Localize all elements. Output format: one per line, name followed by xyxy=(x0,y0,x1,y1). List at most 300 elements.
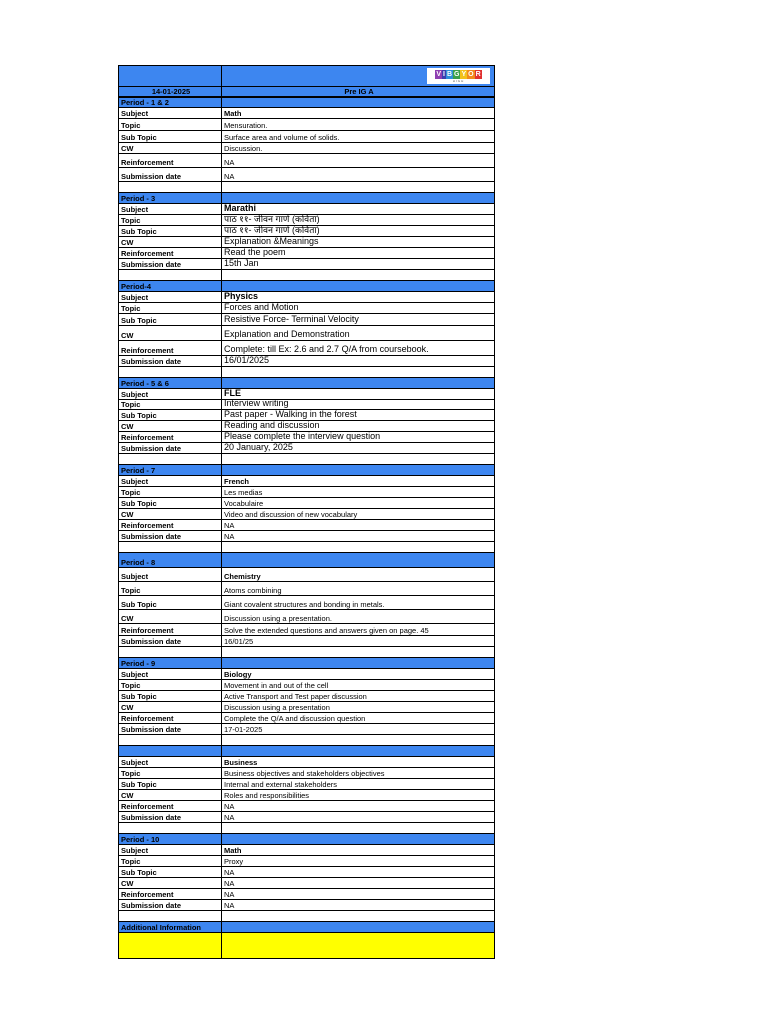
sub-topic-label: Sub Topic xyxy=(121,779,157,789)
value-cell xyxy=(222,779,494,789)
subject-value: FLE xyxy=(224,389,241,399)
submission-date-label: Submission date xyxy=(121,636,182,646)
topic-label: Topic xyxy=(121,680,141,690)
row-submission-date xyxy=(118,900,495,911)
row-subject xyxy=(118,292,495,303)
subject-value: French xyxy=(224,476,250,486)
sub-topic-label: Sub Topic xyxy=(121,691,157,701)
value-cell xyxy=(222,378,494,388)
label-cell xyxy=(119,878,222,888)
label-cell xyxy=(119,596,222,609)
topic-label: Topic xyxy=(121,856,141,866)
subject-value: Business xyxy=(224,757,258,767)
value-cell xyxy=(222,746,494,756)
label-cell xyxy=(119,248,222,258)
logo-letter: Y xyxy=(461,70,467,78)
row-reinforcement xyxy=(118,432,495,443)
row-sub-topic xyxy=(118,596,495,610)
label-cell xyxy=(119,341,222,355)
sub-topic-value: Surface area and volume of solids. xyxy=(224,132,340,142)
row-submission-date xyxy=(118,259,495,270)
row-topic xyxy=(118,215,495,226)
sub-topic-value: Vocabulaire xyxy=(224,498,264,508)
label-cell xyxy=(119,182,222,192)
value-cell xyxy=(222,680,494,690)
label-cell xyxy=(119,443,222,453)
row-subject xyxy=(118,476,495,487)
header-class: Pre IG A xyxy=(344,87,374,96)
row-reinforcement xyxy=(118,520,495,531)
reinforcement-label: Reinforcement xyxy=(121,248,174,258)
spacer-row xyxy=(118,542,495,553)
label-cell xyxy=(119,702,222,712)
value-cell xyxy=(222,834,494,844)
row-sub-topic xyxy=(118,867,495,878)
subject-value: Math xyxy=(224,845,242,855)
spacer-row xyxy=(118,823,495,834)
label-cell xyxy=(119,790,222,800)
cw-value: Discussion using a presentation xyxy=(224,702,330,712)
sub-topic-label: Sub Topic xyxy=(121,599,157,609)
label-cell xyxy=(119,610,222,623)
label-cell xyxy=(119,237,222,247)
period-label: Period - 1 & 2 xyxy=(121,98,169,107)
period-header-row xyxy=(118,97,495,108)
label-cell xyxy=(119,647,222,657)
label-cell xyxy=(119,724,222,734)
spacer-row xyxy=(118,454,495,465)
row-subject xyxy=(118,845,495,856)
value-cell xyxy=(222,520,494,530)
label-cell xyxy=(119,768,222,778)
value-cell xyxy=(222,889,494,899)
logo-letter: I xyxy=(443,70,445,78)
value-cell xyxy=(222,193,494,203)
label-cell xyxy=(119,779,222,789)
row-submission-date xyxy=(118,724,495,735)
value-cell xyxy=(222,119,494,130)
value-cell xyxy=(222,812,494,822)
reinforcement-label: Reinforcement xyxy=(121,345,174,355)
row-reinforcement xyxy=(118,889,495,900)
topic-label: Topic xyxy=(121,303,141,313)
date-cell xyxy=(119,87,222,96)
value-cell xyxy=(222,410,494,420)
subject-value: Math xyxy=(224,108,242,118)
subject-label: Subject xyxy=(121,845,149,855)
value-cell xyxy=(222,326,494,340)
value-cell xyxy=(222,636,494,646)
topic-label: Topic xyxy=(121,768,141,778)
submission-date-label: Submission date xyxy=(121,171,182,181)
period-header-row xyxy=(118,281,495,292)
reinforcement-value: Read the poem xyxy=(224,248,286,258)
period-header-row xyxy=(118,834,495,845)
label-cell xyxy=(119,421,222,431)
value-cell xyxy=(222,226,494,236)
row-cw xyxy=(118,237,495,248)
label-cell xyxy=(119,834,222,844)
value-cell xyxy=(222,568,494,581)
label-cell xyxy=(119,713,222,723)
sub-topic-label: Sub Topic xyxy=(121,226,157,236)
reinforcement-label: Reinforcement xyxy=(121,157,174,167)
value-cell xyxy=(222,823,494,833)
value-cell xyxy=(222,531,494,541)
subject-value: Biology xyxy=(224,669,252,679)
row-sub-topic xyxy=(118,226,495,237)
label-cell xyxy=(119,691,222,701)
value-cell xyxy=(222,237,494,247)
row-topic xyxy=(118,487,495,498)
label-cell xyxy=(119,356,222,366)
reinforcement-value: Solve the extended questions and answers given on page. 45 xyxy=(224,625,429,635)
value-cell xyxy=(222,443,494,453)
topic-value: Les medias xyxy=(224,487,263,497)
label-cell xyxy=(119,119,222,130)
logo-letters xyxy=(435,70,481,79)
value-cell xyxy=(222,542,494,552)
value-cell xyxy=(222,367,494,377)
label-cell xyxy=(119,735,222,745)
value-cell xyxy=(222,259,494,269)
label-cell xyxy=(119,498,222,508)
logo-row-right-cell xyxy=(222,66,494,86)
sub-topic-label: Sub Topic xyxy=(121,867,157,877)
label-cell xyxy=(119,270,222,280)
label-cell xyxy=(119,367,222,377)
label-cell xyxy=(119,911,222,921)
label-cell xyxy=(119,131,222,142)
timetable-sheet xyxy=(118,65,495,959)
label-cell xyxy=(119,746,222,756)
label-cell xyxy=(119,669,222,679)
subject-label: Subject xyxy=(121,204,149,214)
subject-label: Subject xyxy=(121,108,149,118)
period-header-row xyxy=(118,746,495,757)
value-cell xyxy=(222,400,494,409)
row-reinforcement xyxy=(118,801,495,812)
period-header-row xyxy=(118,553,495,568)
label-cell xyxy=(119,487,222,497)
row-cw xyxy=(118,143,495,154)
cw-label: CW xyxy=(121,702,134,712)
cw-label: CW xyxy=(121,509,134,519)
label-cell xyxy=(119,856,222,866)
period-header-row xyxy=(118,658,495,669)
period-header-row xyxy=(118,193,495,204)
label-cell xyxy=(119,568,222,581)
label-cell xyxy=(119,476,222,486)
value-cell xyxy=(222,768,494,778)
row-topic xyxy=(118,856,495,867)
class-cell xyxy=(222,87,494,96)
row-cw xyxy=(118,509,495,520)
value-cell xyxy=(222,801,494,811)
subject-label: Subject xyxy=(121,571,149,581)
value-cell xyxy=(222,389,494,399)
sub-topic-value: Internal and external stakeholders xyxy=(224,779,337,789)
row-subject xyxy=(118,108,495,119)
value-cell xyxy=(222,215,494,225)
reinforcement-value: Complete the Q/A and discussion question xyxy=(224,713,366,723)
logo-row xyxy=(118,65,495,87)
label-cell xyxy=(119,400,222,409)
label-cell xyxy=(119,410,222,420)
value-cell xyxy=(222,292,494,302)
topic-value: पाठ ११- जीवन गाणे (कविता) xyxy=(224,215,320,225)
submission-date-value: NA xyxy=(224,900,235,910)
label-cell xyxy=(119,801,222,811)
spacer-row xyxy=(118,182,495,193)
submission-date-value: NA xyxy=(224,171,235,181)
value-cell xyxy=(222,421,494,431)
cw-label: CW xyxy=(121,143,134,153)
row-sub-topic xyxy=(118,779,495,790)
value-cell xyxy=(222,314,494,325)
label-cell xyxy=(119,531,222,541)
additional-info-left-cell xyxy=(119,933,222,958)
submission-date-label: Submission date xyxy=(121,356,182,366)
period-label: Period - 10 xyxy=(121,834,160,844)
value-cell xyxy=(222,900,494,910)
reinforcement-value: NA xyxy=(224,157,235,167)
topic-value: Proxy xyxy=(224,856,244,866)
row-subject xyxy=(118,389,495,400)
label-cell xyxy=(119,582,222,595)
cw-label: CW xyxy=(121,878,134,888)
label-cell xyxy=(119,636,222,646)
period-label: Period - 3 xyxy=(121,193,156,203)
value-cell xyxy=(222,658,494,668)
topic-value: Movement in and out of the cell xyxy=(224,680,329,690)
label-cell xyxy=(119,259,222,269)
value-cell xyxy=(222,432,494,442)
row-topic xyxy=(118,768,495,779)
topic-value: Business objectives and stakeholders objectives xyxy=(224,768,385,778)
value-cell xyxy=(222,647,494,657)
reinforcement-label: Reinforcement xyxy=(121,801,174,811)
period-label: Period-4 xyxy=(121,281,152,291)
label-cell xyxy=(119,98,222,107)
value-cell xyxy=(222,143,494,153)
value-cell xyxy=(222,867,494,877)
topic-value: Interview writing xyxy=(224,400,289,409)
sub-topic-value: पाठ ११- जीवन गाणे (कविता) xyxy=(224,226,320,236)
label-cell xyxy=(119,553,222,567)
value-cell xyxy=(222,596,494,609)
label-cell xyxy=(119,215,222,225)
additional-info-header-right xyxy=(222,922,494,932)
label-cell xyxy=(119,326,222,340)
period-sections xyxy=(118,97,495,922)
value-cell xyxy=(222,98,494,107)
submission-date-label: Submission date xyxy=(121,812,182,822)
value-cell xyxy=(222,204,494,214)
logo-letter: R xyxy=(475,70,481,78)
value-cell xyxy=(222,669,494,679)
spacer-row xyxy=(118,735,495,746)
row-sub-topic xyxy=(118,498,495,509)
value-cell xyxy=(222,182,494,192)
topic-label: Topic xyxy=(121,487,141,497)
row-sub-topic xyxy=(118,691,495,702)
school-logo xyxy=(427,68,490,84)
submission-date-label: Submission date xyxy=(121,724,182,734)
label-cell xyxy=(119,889,222,899)
submission-date-label: Submission date xyxy=(121,531,182,541)
submission-date-value: 17-01-2025 xyxy=(224,724,263,734)
subject-value: Chemistry xyxy=(224,571,261,581)
spacer-row xyxy=(118,911,495,922)
label-cell xyxy=(119,845,222,855)
row-cw xyxy=(118,702,495,713)
date-class-row xyxy=(118,87,495,97)
row-topic xyxy=(118,303,495,314)
value-cell xyxy=(222,713,494,723)
row-submission-date xyxy=(118,812,495,823)
topic-label: Topic xyxy=(121,215,141,225)
sub-topic-value: NA xyxy=(224,867,235,877)
submission-date-label: Submission date xyxy=(121,443,182,453)
value-cell xyxy=(222,911,494,921)
cw-label: CW xyxy=(121,330,134,340)
spacer-row xyxy=(118,270,495,281)
label-cell xyxy=(119,900,222,910)
value-cell xyxy=(222,465,494,475)
period-label: Period - 7 xyxy=(121,465,156,475)
subject-label: Subject xyxy=(121,389,149,399)
label-cell xyxy=(119,193,222,203)
cw-label: CW xyxy=(121,421,134,431)
value-cell xyxy=(222,509,494,519)
row-reinforcement xyxy=(118,248,495,259)
reinforcement-value: Complete: till Ex: 2.6 and 2.7 Q/A from coursebook. xyxy=(224,344,429,355)
row-cw xyxy=(118,326,495,341)
logo-letter: O xyxy=(468,70,474,78)
value-cell xyxy=(222,476,494,486)
row-sub-topic xyxy=(118,410,495,421)
cw-value: Roles and responsibilities xyxy=(224,790,310,800)
value-cell xyxy=(222,702,494,712)
label-cell xyxy=(119,624,222,635)
cw-label: CW xyxy=(121,790,134,800)
spacer-row xyxy=(118,647,495,658)
row-topic xyxy=(118,582,495,596)
row-subject xyxy=(118,568,495,582)
logo-letter: B xyxy=(446,70,453,78)
additional-info-row xyxy=(118,922,495,933)
value-cell xyxy=(222,303,494,313)
label-cell xyxy=(119,154,222,167)
value-cell xyxy=(222,582,494,595)
reinforcement-label: Reinforcement xyxy=(121,889,174,899)
row-sub-topic xyxy=(118,131,495,143)
row-cw xyxy=(118,878,495,889)
cw-label: CW xyxy=(121,237,134,247)
label-cell xyxy=(119,542,222,552)
reinforcement-value: Please complete the interview question xyxy=(224,432,381,442)
sub-topic-label: Sub Topic xyxy=(121,315,157,325)
value-cell xyxy=(222,154,494,167)
value-cell xyxy=(222,248,494,258)
label-cell xyxy=(119,378,222,388)
cw-value: Explanation and Demonstration xyxy=(224,329,350,340)
topic-label: Topic xyxy=(121,585,141,595)
period-header-row xyxy=(118,378,495,389)
value-cell xyxy=(222,757,494,767)
sub-topic-label: Sub Topic xyxy=(121,498,157,508)
label-cell xyxy=(119,143,222,153)
value-cell xyxy=(222,168,494,181)
reinforcement-label: Reinforcement xyxy=(121,625,174,635)
value-cell xyxy=(222,790,494,800)
row-subject xyxy=(118,669,495,680)
topic-value: Forces and Motion xyxy=(224,303,299,313)
row-subject xyxy=(118,757,495,768)
label-cell xyxy=(119,168,222,181)
row-topic xyxy=(118,400,495,410)
row-reinforcement xyxy=(118,341,495,356)
cw-value: Explanation &Meanings xyxy=(224,237,319,247)
label-cell xyxy=(119,303,222,313)
cw-value: Discussion. xyxy=(224,143,263,153)
value-cell xyxy=(222,856,494,866)
label-cell xyxy=(119,281,222,291)
row-submission-date xyxy=(118,636,495,647)
sub-topic-value: Giant covalent structures and bonding in metals. xyxy=(224,599,385,609)
subject-value: Physics xyxy=(224,292,259,302)
label-cell xyxy=(119,658,222,668)
value-cell xyxy=(222,270,494,280)
period-header-row xyxy=(118,465,495,476)
cw-value: Video and discussion of new vocabulary xyxy=(224,509,358,519)
cw-label: CW xyxy=(121,613,134,623)
cw-value: Discussion using a presentation. xyxy=(224,613,332,623)
label-cell xyxy=(119,465,222,475)
value-cell xyxy=(222,131,494,142)
value-cell xyxy=(222,498,494,508)
value-cell xyxy=(222,845,494,855)
subject-value: Marathi xyxy=(224,204,257,214)
subject-label: Subject xyxy=(121,292,149,302)
submission-date-value: NA xyxy=(224,812,235,822)
row-topic xyxy=(118,119,495,131)
submission-date-label: Submission date xyxy=(121,900,182,910)
label-cell xyxy=(119,680,222,690)
row-cw xyxy=(118,610,495,624)
logo-subtitle: HIGH xyxy=(452,78,465,83)
label-cell xyxy=(119,204,222,214)
label-cell xyxy=(119,812,222,822)
label-cell xyxy=(119,509,222,519)
sub-topic-value: Active Transport and Test paper discussion xyxy=(224,691,367,701)
label-cell xyxy=(119,520,222,530)
sub-topic-label: Sub Topic xyxy=(121,410,157,420)
sub-topic-label: Sub Topic xyxy=(121,132,157,142)
label-cell xyxy=(119,314,222,325)
reinforcement-value: NA xyxy=(224,520,235,530)
value-cell xyxy=(222,724,494,734)
value-cell xyxy=(222,735,494,745)
value-cell xyxy=(222,691,494,701)
reinforcement-label: Reinforcement xyxy=(121,713,174,723)
period-label: Period - 8 xyxy=(121,557,156,567)
value-cell xyxy=(222,553,494,567)
label-cell xyxy=(119,226,222,236)
row-topic xyxy=(118,680,495,691)
label-cell xyxy=(119,823,222,833)
